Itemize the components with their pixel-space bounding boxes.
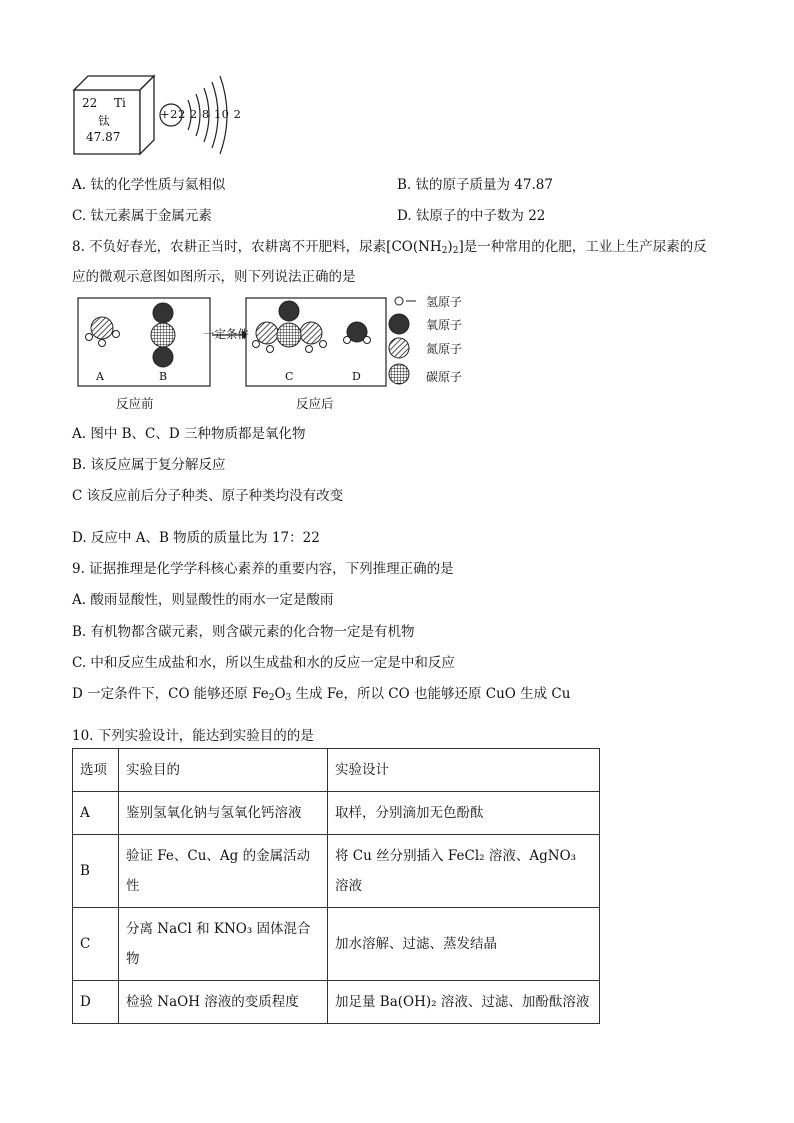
element-name: 钛 xyxy=(98,114,111,128)
table-row xyxy=(73,792,600,835)
q9-stem: 9. 证据推理是化学学科核心素养的重要内容，下列推理正确的是 xyxy=(72,561,454,577)
q8-option-a: A. 图中 B、C、D 三种物质都是氧化物 xyxy=(72,426,306,442)
q8-option-d: D. 反应中 A、B 物质的质量比为 17：22 xyxy=(72,530,320,546)
q8-stem-line1: 8. 不负好春光，农耕正当时，农耕离不开肥料，尿素$[CO(NH_2)_2]$是一种常用的化肥，工业上生产尿素的反 xyxy=(72,239,707,256)
legend-nitrogen: 氮原子 xyxy=(426,342,463,356)
row-option: A xyxy=(73,792,119,835)
q8-stem-line2: 应的微观示意图如图所示，则下列说法正确的是 xyxy=(72,269,356,285)
label-c: C xyxy=(285,370,294,383)
legend-carbon: 碳原子 xyxy=(426,370,463,384)
element-symbol: Ti xyxy=(114,96,126,110)
header-option: 选项 xyxy=(73,749,119,792)
label-b: B xyxy=(159,370,168,383)
header-design: 实验设计 xyxy=(328,749,600,792)
q9-option-b: B. 有机物都含碳元素，则含碳元素的化合物一定是有机物 xyxy=(72,624,415,640)
table-row xyxy=(73,835,600,908)
legend-oxygen: 氧原子 xyxy=(426,318,463,332)
q10-stem: 10. 下列实验设计，能达到实验目的的是 xyxy=(72,728,314,744)
q9-option-d: D 一定条件下，CO 能够还原 $Fe_2O_3$ 生成 Fe，所以 CO 也能够还原 CuO 生成 Cu xyxy=(72,686,571,703)
header-goal: 实验目的 xyxy=(119,749,328,792)
q7-option-b: B. 钛的原子质量为 47.87 xyxy=(397,177,553,193)
row-design: 将 Cu 丝分别插入 FeCl₂ 溶液、AgNO₃ 溶液 xyxy=(328,835,600,908)
caption-before: 反应前 xyxy=(116,396,154,411)
row-design: 加水溶解、过滤、蒸发结晶 xyxy=(328,908,600,981)
experiment-table xyxy=(72,748,600,1024)
reaction-diagram xyxy=(76,290,476,390)
element-atomic-number: 22 xyxy=(82,96,98,110)
row-goal: 鉴别氢氧化钠与氢氧化钙溶液 xyxy=(119,792,328,835)
element-mass: 47.87 xyxy=(86,130,121,144)
row-option: C xyxy=(73,908,119,981)
q8-option-b: B. 该反应属于复分解反应 xyxy=(72,457,226,473)
arrow-label: 一定条件 xyxy=(203,327,249,341)
row-goal: 检验 NaOH 溶液的变质程度 xyxy=(119,981,328,1024)
row-goal: 验证 Fe、Cu、Ag 的金属活动性 xyxy=(119,835,328,908)
table-row xyxy=(73,981,600,1024)
label-d: D xyxy=(352,370,361,383)
q8-option-c: C 该反应前后分子种类、原子种类均没有改变 xyxy=(72,488,344,504)
q7-option-a: A. 钛的化学性质与氦相似 xyxy=(72,177,226,193)
q7-option-c: C. 钛元素属于金属元素 xyxy=(72,208,212,224)
q7-option-d: D. 钛原子的中子数为 22 xyxy=(397,208,546,224)
table-header-row xyxy=(73,749,600,792)
row-goal: 分离 NaCl 和 KNO₃ 固体混合物 xyxy=(119,908,328,981)
row-design: 加足量 Ba(OH)₂ 溶液、过滤、加酚酞溶液 xyxy=(328,981,600,1024)
row-option: D xyxy=(73,981,119,1024)
row-design: 取样，分别滴加无色酚酞 xyxy=(328,792,600,835)
legend-hydrogen: 氢原子 xyxy=(426,295,463,309)
atom-structure-text: +22 2 8 10 2 xyxy=(160,107,242,121)
caption-after: 反应后 xyxy=(296,396,334,411)
q9-option-a: A. 酸雨显酸性，则显酸性的雨水一定是酸雨 xyxy=(72,592,334,608)
label-a: A xyxy=(96,370,104,383)
q9-option-c: C. 中和反应生成盐和水，所以生成盐和水的反应一定是中和反应 xyxy=(72,655,455,671)
row-option: B xyxy=(73,835,119,908)
table-row xyxy=(73,908,600,981)
